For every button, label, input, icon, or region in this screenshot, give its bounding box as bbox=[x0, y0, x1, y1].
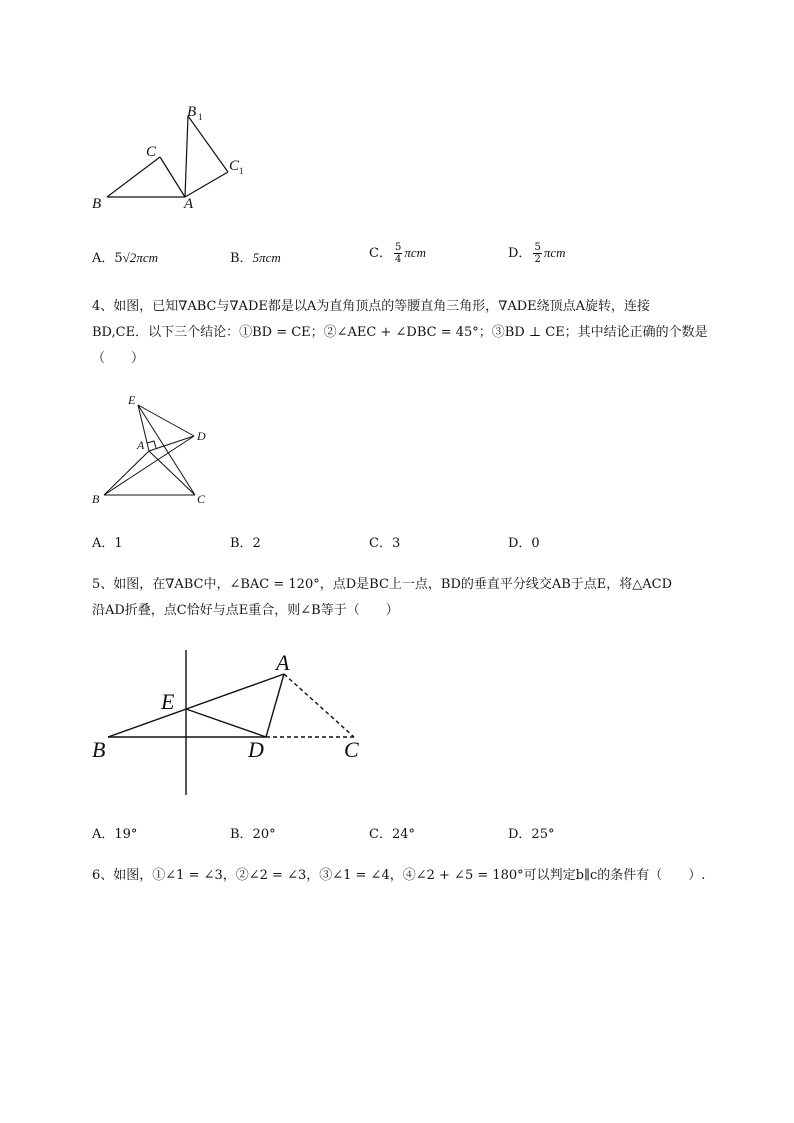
q5-stem-line1: 5、如图，在∇ABC中，∠BAC = 120°，点D是BC上一点，BD的垂直平分线交AB于点E，将△ACD bbox=[92, 577, 673, 592]
q3-option-a-unit: πcm bbox=[136, 250, 158, 265]
q3-label-A: A bbox=[184, 196, 194, 212]
q4-stem-line1: 4、如图，已知∇ABC与∇ADE都是以A为直角顶点的等腰直角三角形，∇ADE绕顶点A旋转，连接 bbox=[92, 299, 651, 314]
q4-segment-BD bbox=[104, 436, 194, 495]
q3-option-d-letter: D． bbox=[508, 246, 532, 261]
q4-segment-CE bbox=[138, 405, 195, 495]
q3-segment-BC bbox=[107, 157, 160, 197]
q4-segment-AD bbox=[149, 436, 194, 451]
q4-label-A: A bbox=[137, 438, 145, 452]
q3-option-d[interactable] bbox=[508, 242, 565, 265]
q3-label-C1: C bbox=[229, 158, 240, 174]
q5-label-D: D bbox=[248, 737, 264, 762]
q3-label-C: C bbox=[146, 144, 157, 160]
q4-segment-ED bbox=[138, 405, 194, 436]
q3-option-d-fraction bbox=[533, 242, 541, 265]
q3-segment-B1C1 bbox=[188, 116, 228, 172]
q3-option-c-unit: πcm bbox=[404, 245, 426, 260]
q4-label-D: D bbox=[197, 429, 206, 443]
q5-label-B: B bbox=[92, 737, 106, 762]
q4-stem-line2: BD,CE．以下三个结论：①BD = CE；②∠AEC + ∠DBC = 45°；③BD ⊥ CE；其中结论正确的个数是 bbox=[92, 325, 708, 340]
q5-label-C: C bbox=[344, 737, 359, 762]
q3-segment-AB1 bbox=[185, 116, 188, 197]
q4-stem-line3: （ ） bbox=[92, 351, 145, 366]
q3-option-b[interactable] bbox=[230, 250, 281, 267]
q3-option-a-radical: √2 bbox=[122, 250, 137, 265]
q3-segment-CA bbox=[160, 157, 185, 197]
q3-label-B1-sub: 1 bbox=[198, 112, 203, 122]
q3-option-c-fraction bbox=[394, 242, 402, 265]
q3-option-d-unit: πcm bbox=[543, 245, 566, 260]
q5-segment-AD bbox=[266, 674, 284, 737]
q4-label-B: B bbox=[92, 492, 100, 506]
q5-label-A: A bbox=[276, 650, 290, 675]
q5-stem-line2: 沿AD折叠，点C恰好与点E重合，则∠B等于（ ） bbox=[92, 603, 399, 618]
q3-option-c-numerator: 5 bbox=[394, 242, 402, 253]
q3-figure bbox=[80, 95, 270, 220]
q5-option-c[interactable]: C．24° bbox=[369, 827, 415, 842]
q5-segment-AC-dashed bbox=[284, 674, 354, 737]
q3-option-d-denominator: 2 bbox=[534, 254, 541, 265]
q5-segment-BA bbox=[108, 674, 284, 737]
q4-segment-AC bbox=[149, 451, 195, 495]
q3-option-d-numerator: 5 bbox=[534, 242, 541, 253]
q4-option-b[interactable]: B．2 bbox=[230, 536, 261, 551]
q4-option-a[interactable]: A．1 bbox=[92, 536, 123, 551]
q3-option-a-coef: 5 bbox=[114, 251, 123, 266]
q6-stem-line1: 6、如图，①∠1 = ∠3，②∠2 = ∠3，③∠1 = ∠4，④∠2 + ∠5 = 180°可以判定b∥c的条件有（ ）. bbox=[92, 868, 706, 883]
q3-label-B1: B bbox=[187, 104, 197, 120]
q5-segment-ED bbox=[186, 709, 266, 737]
q5-option-a[interactable]: A．19° bbox=[92, 827, 138, 842]
q3-segment-AC1 bbox=[185, 172, 228, 197]
q4-label-E: E bbox=[128, 393, 136, 407]
q3-option-c-denominator: 4 bbox=[394, 254, 402, 265]
q3-option-a[interactable] bbox=[92, 250, 158, 267]
q3-option-b-value: 5πcm bbox=[252, 250, 281, 265]
q4-option-c[interactable]: C．3 bbox=[369, 536, 401, 551]
q3-option-b-letter: B． bbox=[230, 251, 253, 266]
q5-option-b[interactable]: B．20° bbox=[230, 827, 276, 842]
q5-option-d[interactable]: D．25° bbox=[508, 827, 555, 842]
q3-label-B: B bbox=[92, 196, 102, 212]
q4-figure bbox=[88, 390, 218, 510]
q4-segment-AB bbox=[104, 451, 149, 495]
q5-figure bbox=[88, 645, 378, 800]
q4-label-C: C bbox=[197, 492, 206, 506]
q4-option-d[interactable]: D．0 bbox=[508, 536, 540, 551]
q3-option-c[interactable] bbox=[369, 242, 426, 265]
q3-label-C1-sub: 1 bbox=[239, 166, 244, 176]
q3-option-a-letter: A． bbox=[92, 251, 115, 266]
q5-label-E: E bbox=[161, 689, 175, 714]
q3-option-c-letter: C． bbox=[369, 246, 392, 261]
